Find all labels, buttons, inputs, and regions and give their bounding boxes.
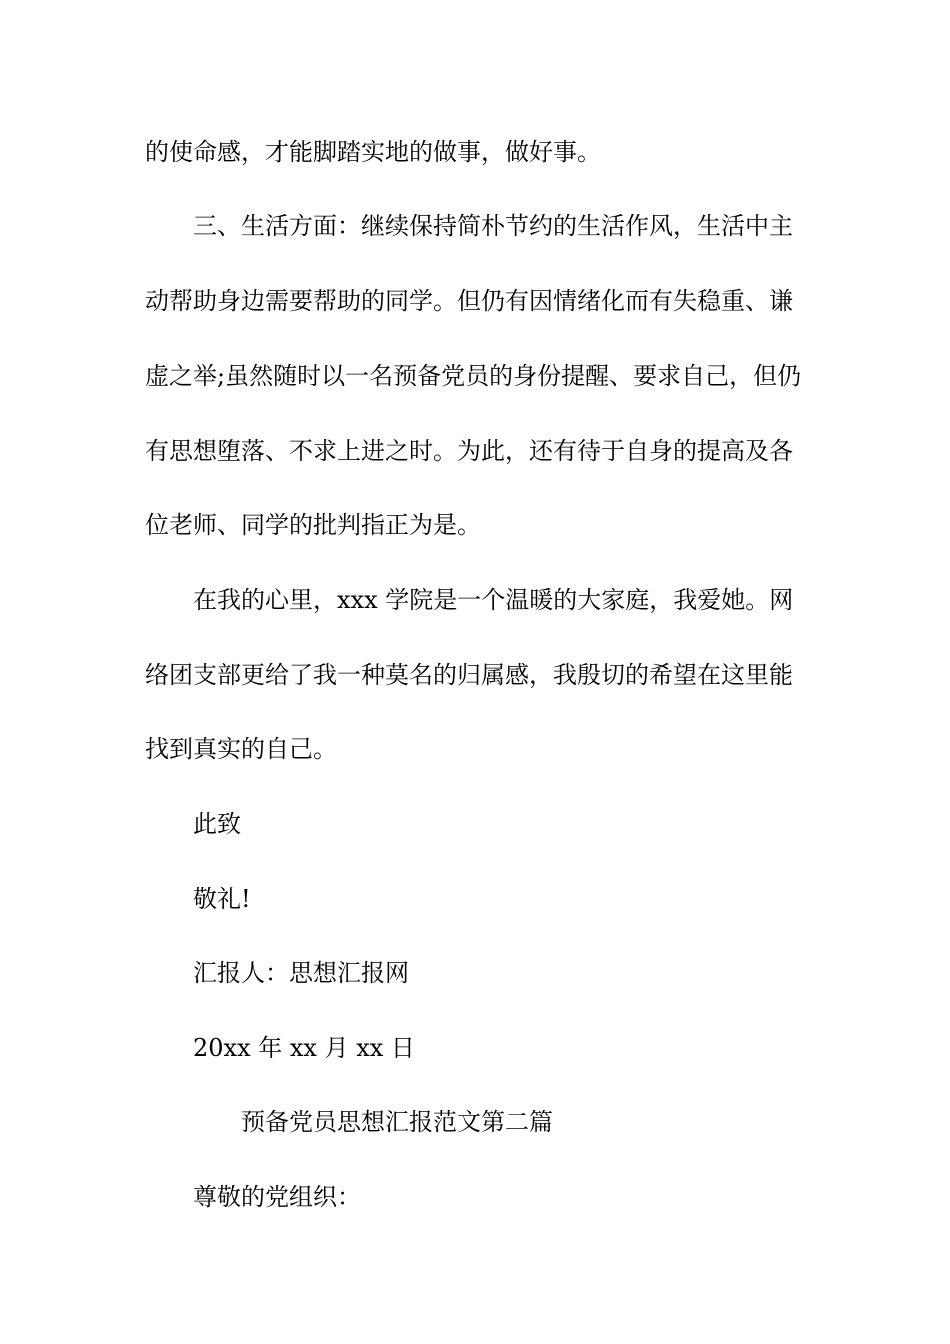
paragraph-line: 有思想堕落、不求上进之时。为此，还有待于自身的提高及各 xyxy=(145,437,793,465)
salutation-line: 敬礼! xyxy=(193,885,251,913)
closing-line: 此致 xyxy=(193,810,241,838)
date-line: 20xx 年 xx 月 xx 日 xyxy=(193,1034,415,1062)
greeting-line: 尊敬的党组织： xyxy=(193,1183,361,1211)
section-title: 预备党员思想汇报范文第二篇 xyxy=(241,1108,553,1136)
paragraph-line: 在我的心里，xxx 学院是一个温暖的大家庭，我爱她。网 xyxy=(193,586,794,614)
paragraph-line: 的使命感，才能脚踏实地的做事，做好事。 xyxy=(145,138,601,166)
paragraph-line: 虚之举;虽然随时以一名预备党员的身份提醒、要求自己，但仍 xyxy=(145,362,802,390)
paragraph-line: 络团支部更给了我一种莫名的归属感，我殷切的希望在这里能 xyxy=(145,661,793,689)
paragraph-line: 找到真实的自己。 xyxy=(145,735,337,763)
paragraph-line: 动帮助身边需要帮助的同学。但仍有因情绪化而有失稳重、谦 xyxy=(145,287,793,315)
reporter-line: 汇报人：思想汇报网 xyxy=(193,959,409,987)
paragraph-line: 位老师、同学的批判指正为是。 xyxy=(145,511,481,539)
paragraph-line: 三、生活方面：继续保持简朴节约的生活作风，生活中主 xyxy=(193,212,793,240)
